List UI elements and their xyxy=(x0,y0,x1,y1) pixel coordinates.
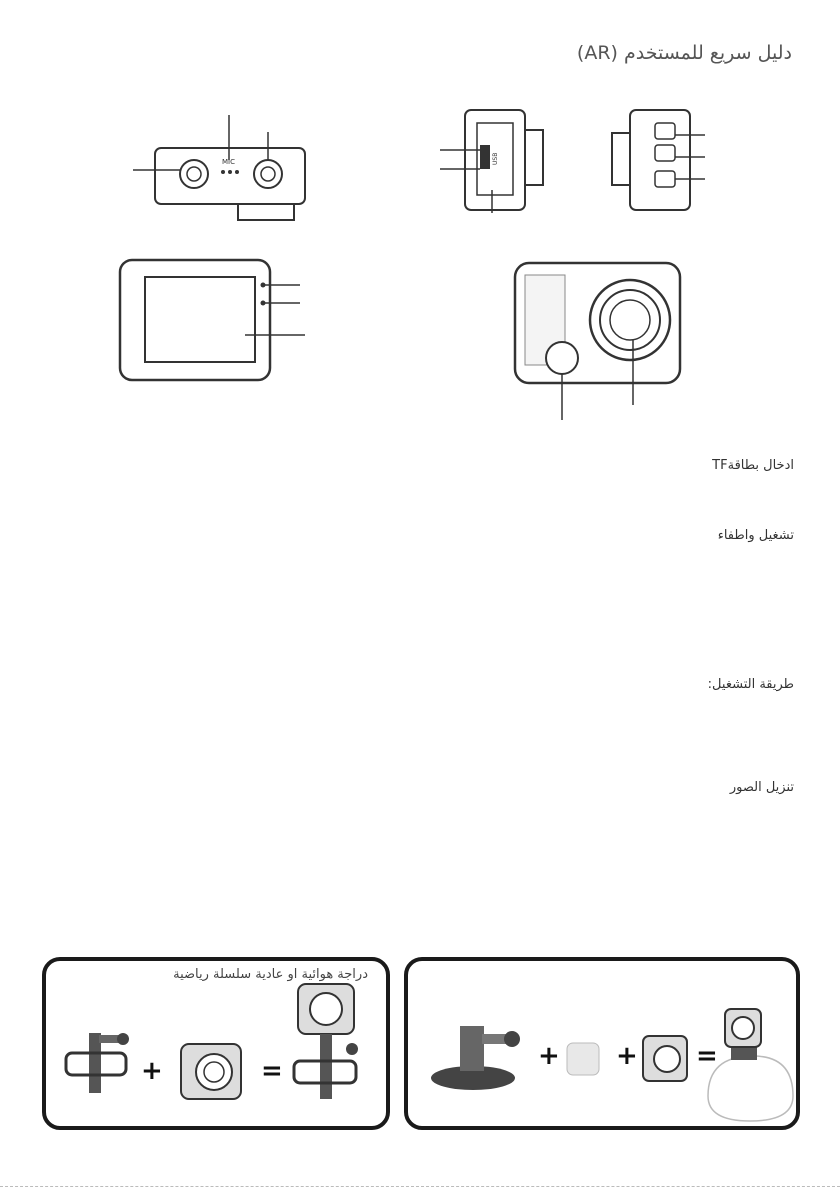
helmet-mount-panel xyxy=(404,957,800,1130)
camera-side-slot-figure xyxy=(440,105,550,215)
camera-top-view-figure xyxy=(130,110,320,230)
plus-operator-2: + xyxy=(616,1041,638,1071)
bottom-dashed-rule xyxy=(0,1186,840,1187)
section-power-heading: تشغيل واطفاء xyxy=(717,528,794,543)
flat-adhesive-mount-icon xyxy=(428,1016,528,1096)
page-title: دليل سريع للمستخدم (AR) xyxy=(576,42,792,64)
bike-mount-title: دراجة هوائية او عادية سلسلة رياضية xyxy=(173,967,368,982)
mic-label: MIC xyxy=(222,158,235,166)
equals-operator: = xyxy=(261,1056,283,1086)
section-download-heading: تنزيل الصور xyxy=(729,780,794,795)
plus-operator: + xyxy=(141,1056,163,1086)
usb-label: USB xyxy=(492,152,499,165)
equals-operator: = xyxy=(696,1041,718,1071)
bike-handlebar-mount-icon xyxy=(61,1023,131,1113)
plus-operator-1: + xyxy=(538,1041,560,1071)
section-operation-heading: طريقة التشغيل: xyxy=(707,677,794,692)
camera-housing-small-icon xyxy=(640,1031,690,1086)
adhesive-pad-icon xyxy=(563,1039,603,1079)
bike-mount-panel xyxy=(42,957,390,1130)
camera-housing-icon xyxy=(176,1036,246,1106)
bike-mount-assembled-icon xyxy=(286,979,366,1119)
helmet-assembled-icon xyxy=(703,1001,798,1126)
camera-side-buttons-figure xyxy=(605,105,715,215)
camera-front-lens-figure xyxy=(505,255,695,425)
camera-back-screen-figure xyxy=(115,255,315,390)
section-tf-heading: ادخال بطاقةTF xyxy=(712,458,794,473)
